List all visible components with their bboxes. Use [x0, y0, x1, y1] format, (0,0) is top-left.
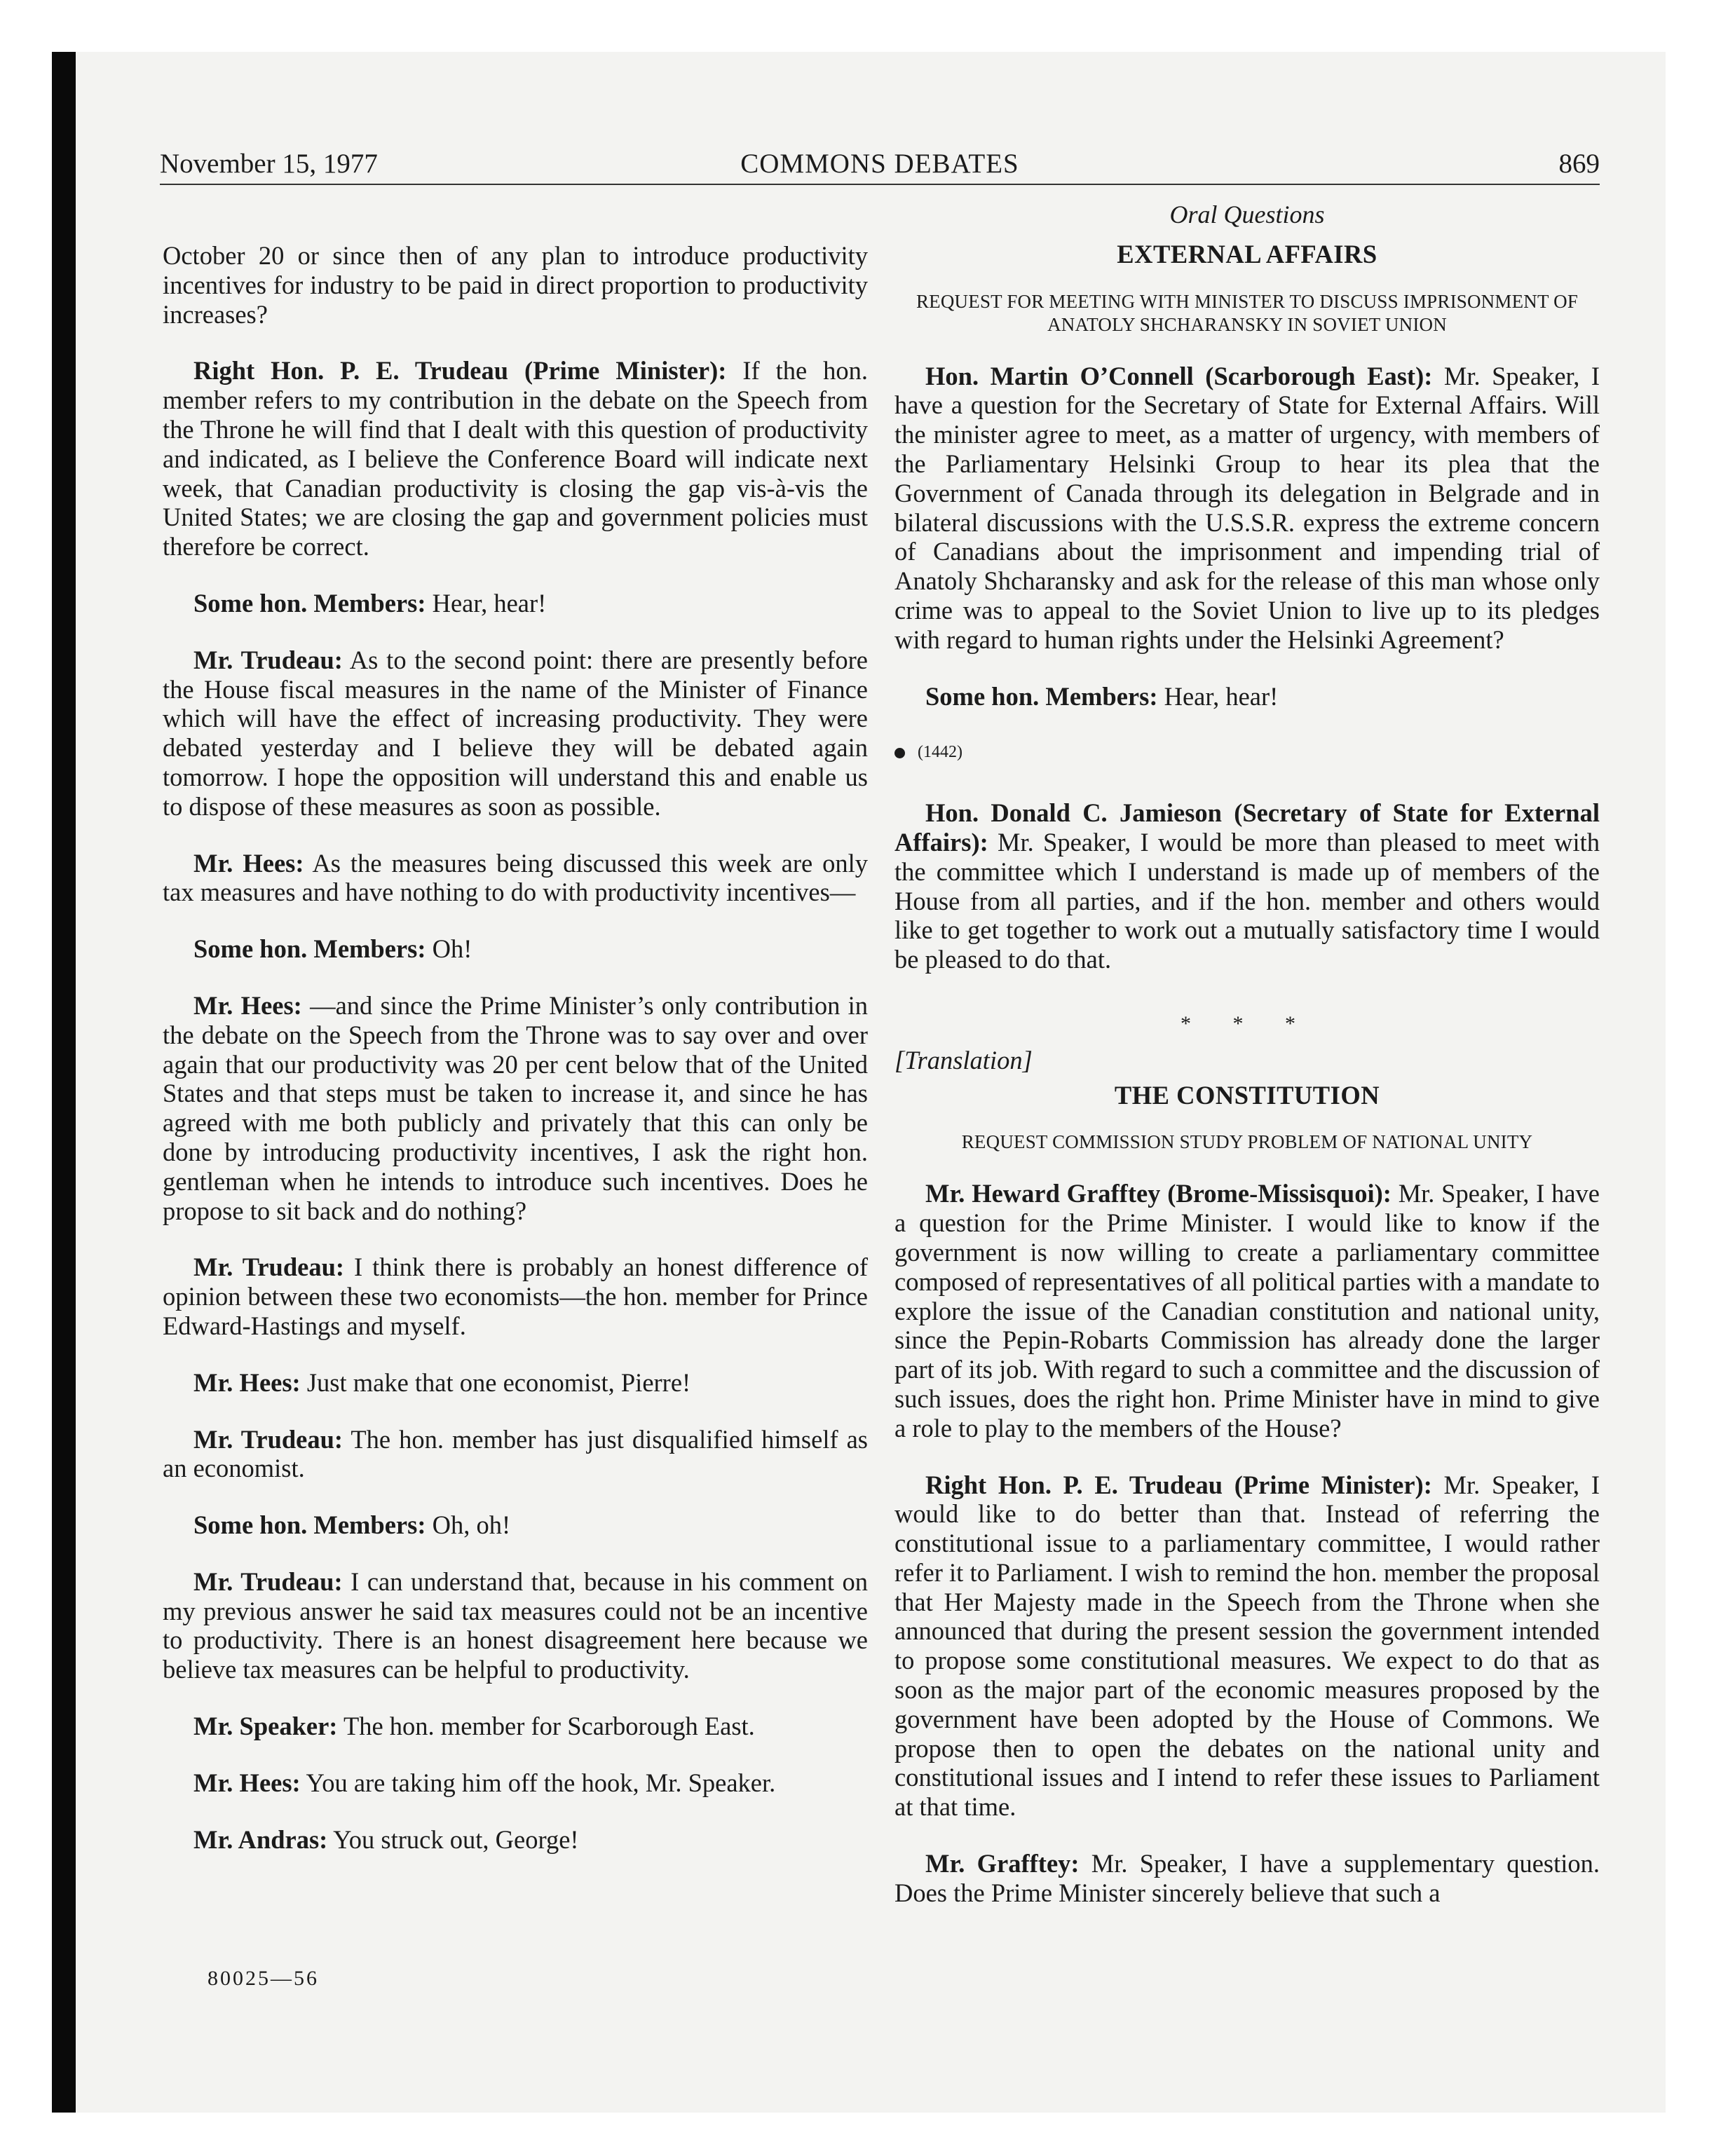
speech-paragraph: [894, 362, 1600, 655]
speaker-name: Some hon. Members:: [925, 681, 1158, 711]
speaker-name: Hon. Donald C. Jamieson (Secretary of State for External Affairs):: [894, 798, 1600, 857]
section-subheading-shcharansky: REQUEST FOR MEETING WITH MINISTER TO DISCUSS IMPRISONMENT OF ANATOLY SHCHARANSKY IN SOVIET UNION: [916, 290, 1579, 335]
speech-text: I think there is probably an honest difference of opinion between these two economists—the hon. member for Prince Edward-Hastings and myself.: [163, 1253, 869, 1340]
section2-paragraphs: [894, 1179, 1600, 1907]
speaker-name: Mr. Hees:: [193, 990, 302, 1020]
section1-paragraphs-after: [894, 798, 1600, 974]
speaker-name: Right Hon. P. E. Trudeau (Prime Minister):: [193, 356, 727, 386]
speech-text: You are taking him off the hook, Mr. Speaker.: [306, 1768, 776, 1797]
speech-text: If the hon. member refers to my contribution in the debate on the Speech from the Throne he will find that I dealt with this question of productivity and indicated, as I believe the Conference Board will indicate next week, that Canadian productivity is closing the gap vis-à-vis the United States; we are closing the gap and government policies must therefore be correct.: [163, 356, 868, 561]
speech-text: Oh!: [432, 934, 472, 964]
speech-text: You struck out, George!: [333, 1824, 579, 1854]
footer-code: 80025—56: [207, 1967, 319, 1990]
speaker-name: Some hon. Members:: [193, 588, 426, 618]
speaker-name: Mr. Hees:: [193, 1367, 301, 1397]
right-column: [894, 200, 1600, 1935]
speech-paragraph: [163, 1510, 868, 1540]
speech-text: —and since the Prime Minister’s only contribution in the debate on the Speech from the Throne was to say over and over again that our productivity was 20 per cent below that of the United States and that steps must be taken to increase it, and since he has agreed with me both publicly and privately that this can only be done by introducing productivity incentives, I ask the right hon. gentleman when he intends to introduce such incentives. Does he propose to sit back and do nothing?: [163, 990, 869, 1225]
speech-paragraph: [163, 1567, 868, 1684]
speech-text: Hear, hear!: [1164, 681, 1279, 711]
speech-paragraph: [894, 682, 1600, 711]
header-date: November 15, 1977: [160, 149, 378, 179]
speech-paragraph: [163, 1253, 868, 1340]
speech-paragraph: [163, 1368, 868, 1398]
speech-paragraph: [163, 589, 868, 618]
speech-paragraph: [163, 1825, 868, 1855]
speech-text: The hon. member has just disqualified himself as an economist.: [163, 1424, 868, 1483]
speech-text: Just make that one economist, Pierre!: [306, 1367, 691, 1397]
speaker-name: Mr. Heward Grafftey (Brome-Missisquoi):: [925, 1179, 1392, 1208]
speaker-name: Some hon. Members:: [193, 1510, 426, 1540]
speech-text: Mr. Speaker, I have a supplementary question. Does the Prime Minister sincerely believe that such a: [894, 1849, 1600, 1907]
bullet-icon: [894, 748, 905, 758]
section-subheading-national-unity: REQUEST COMMISSION STUDY PROBLEM OF NATIONAL UNITY: [961, 1131, 1533, 1153]
section-separator: * * *: [1181, 1011, 1314, 1035]
speaker-name: Mr. Speaker:: [193, 1712, 338, 1741]
speech-paragraph: [894, 1471, 1600, 1822]
speaker-name: Mr. Grafftey:: [925, 1849, 1080, 1878]
speaker-name: Mr. Trudeau:: [193, 1424, 343, 1454]
timestamp-text: (1442): [918, 743, 962, 762]
speech-paragraph: [163, 849, 868, 908]
speech-paragraph: [163, 646, 868, 821]
speaker-name: Mr. Andras:: [193, 1824, 328, 1854]
speech-paragraph: [163, 934, 868, 964]
speech-text: Mr. Speaker, I have a question for the Prime Minister. I would like to know if the government is now willing to create a parliamentary committee composed of representatives of all political parties with a mandate to explore the issue of the Canadian constitution and national unity, since the Pepin-Robarts Commission has already done the larger part of its job. With regard to such a committee and the discussion of such issues, does the right hon. Prime Minister have in mind to give a role to play to the members of the House?: [894, 1179, 1600, 1442]
speech-text: Mr. Speaker, I would be more than pleased to meet with the committee which I understand is made up of members of the House from all parties, and if the hon. member and others would like to get together to work out a mutually satisfactory time I would be pleased to do that.: [894, 827, 1600, 974]
speaker-name: Hon. Martin O’Connell (Scarborough East):: [925, 361, 1433, 390]
timestamp-marker: [894, 738, 1600, 767]
speech-text: The hon. member for Scarborough East.: [343, 1712, 755, 1741]
speaker-name: Mr. Trudeau:: [193, 1253, 345, 1282]
speech-paragraph: [894, 1179, 1600, 1442]
speech-paragraph: [163, 241, 868, 329]
speech-text: Mr. Speaker, I have a question for the Secretary of State for External Affairs. Will the minister agree to meet, as a matter of urgency, with members of the Parliamentary Helsinki Group to hear its plea that the Government of Canada through its delegation in Belgrade and in bilateral discussions with the U.S.S.R. express the extreme concern of Canadians about the imprisonment and impending trial of Anatoly Shcharansky and ask for the release of this man whose only crime was to appeal to the Soviet Union to live up to its pledges with regard to human rights under the Helsinki Agreement?: [894, 361, 1600, 654]
running-head: Oral Questions: [1169, 200, 1325, 228]
speech-text: October 20 or since then of any plan to introduce productivity incentives for industry to be paid in direct proportion to productivity increases?: [163, 241, 868, 329]
header-title: COMMONS DEBATES: [740, 149, 1019, 179]
left-column: [163, 241, 868, 1881]
speech-paragraph: [163, 1425, 868, 1484]
speaker-name: Right Hon. P. E. Trudeau (Prime Minister):: [925, 1470, 1432, 1499]
speech-paragraph: [894, 1849, 1600, 1908]
speech-paragraph: [163, 356, 868, 561]
speech-text: I can understand that, because in his comment on my previous answer he said tax measures could not be an incentive to productivity. There is an honest disagreement here because we believe tax measures can be helpful to productivity.: [163, 1567, 869, 1684]
translation-note: [Translation]: [894, 1045, 1033, 1074]
speaker-name: Some hon. Members:: [193, 934, 426, 964]
speech-text: Hear, hear!: [432, 588, 547, 618]
speaker-name: Mr. Trudeau:: [193, 1567, 343, 1596]
page-number: 869: [1558, 149, 1600, 179]
speech-text: Oh, oh!: [432, 1510, 511, 1540]
speech-paragraph: [163, 1712, 868, 1741]
page-header: [160, 144, 1600, 185]
section-heading-constitution: THE CONSTITUTION: [1114, 1080, 1380, 1110]
speech-paragraph: [163, 1768, 868, 1798]
binding-edge: [52, 52, 76, 2113]
speech-text: As to the second point: there are presently before the House fiscal measures in the name of the Minister of Finance which will have the effect of increasing productivity. They were debated yesterday and I believe they will be debated again tomorrow. I hope the opposition will understand this and enable us to dispose of these measures as soon as possible.: [163, 645, 869, 821]
speech-paragraph: [894, 798, 1600, 974]
section1-paragraphs: [894, 362, 1600, 711]
speaker-name: Mr. Trudeau:: [193, 645, 343, 674]
speech-text: As the measures being discussed this week are only tax measures and have nothing to do with productivity incentives—: [163, 848, 868, 907]
section-heading-external-affairs: EXTERNAL AFFAIRS: [1117, 239, 1377, 268]
speaker-name: Mr. Hees:: [193, 848, 304, 878]
speech-paragraph: [163, 991, 868, 1225]
speech-text: Mr. Speaker, I would like to do better than that. Instead of referring the constitutional issue to a parliamentary committee, I would rather refer it to Parliament. I wish to remind the hon. member the proposal that Her Majesty made in the Speech from the Throne when she announced that during the present session the government intended to propose some constitutional measures. We expect to do that as soon as the major part of the economic measures proposed by the government have been adopted by the House of Commons. We propose then to open the debates on the national unity and constitutional issues and I intend to refer these issues to Parliament at that time.: [894, 1470, 1600, 1822]
speaker-name: Mr. Hees:: [193, 1768, 301, 1797]
